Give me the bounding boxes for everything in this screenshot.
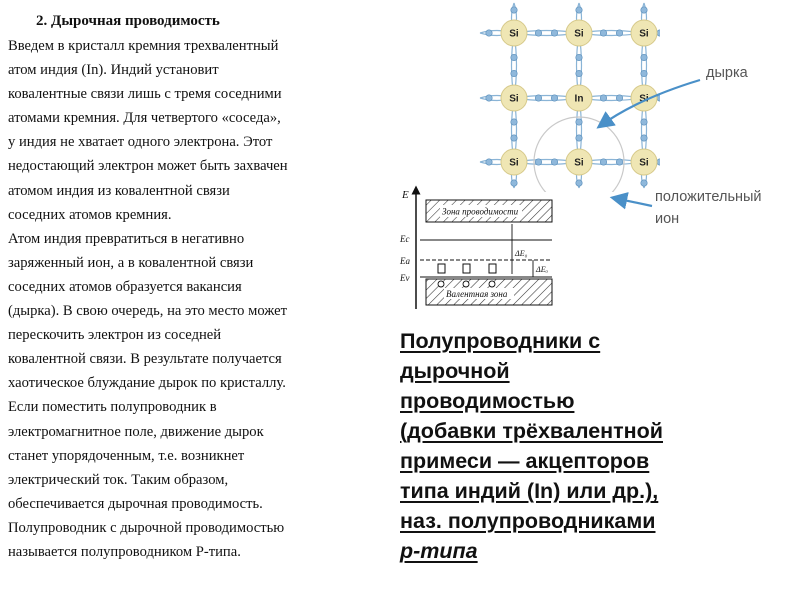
body-line: обеспечивается дырочная проводимость.: [8, 495, 263, 512]
ion-label: [655, 186, 762, 230]
callout-line: (добавки трёхвалентной: [400, 419, 663, 443]
hole-label: дырка: [706, 65, 748, 81]
callout-line: дырочной: [400, 359, 510, 383]
ion-label-line: положительный: [655, 189, 762, 205]
body-line: называется полупроводником Р-типа.: [8, 543, 241, 560]
atom-label: Si: [639, 93, 649, 105]
body-line: ковалентной связи. В результате получается: [8, 351, 282, 368]
hole-pointer-arrow: [600, 80, 700, 126]
callout-line: типа индий (In) или др.),: [400, 479, 659, 503]
atom-label: In: [574, 93, 584, 105]
body-line: хаотическое блуждание дырок по кристаллу.: [8, 375, 286, 392]
body-line: перескочить электрон из соседней: [8, 327, 222, 344]
body-line: атом индия (In). Индий установит: [8, 62, 219, 79]
level-ev-label: Ev: [400, 273, 410, 283]
body-line: атомами кремния. Для четвертого «соседа»,: [8, 110, 281, 127]
level-ec-label: Ec: [400, 234, 410, 244]
atom-label: Si: [574, 157, 584, 169]
atom-label: Si: [509, 93, 519, 105]
p-type-definition: [400, 326, 798, 566]
body-line: соседних атомов образуется вакансия: [8, 278, 242, 295]
acceptor-levels: [438, 264, 496, 273]
energy-axis-label: E: [402, 189, 409, 201]
body-line: ковалентные связи лишь с тремя соседними: [8, 86, 282, 103]
body-line: Атом индия превратиться в негативно: [8, 230, 245, 247]
body-line: (дырка). В свою очередь, на это место может: [8, 303, 288, 320]
body-line: заряженный ион, а в ковалентной связи: [8, 254, 254, 271]
valence-band-label: Валентная зона: [446, 289, 508, 299]
body-line: недостающий электрон может быть захвачен: [8, 158, 288, 175]
ion-label-line: ион: [655, 211, 680, 227]
callout-line: наз. полупроводниками: [400, 509, 656, 533]
atom-label: Si: [509, 28, 519, 40]
callout-line: p-типа: [400, 539, 478, 563]
body-line: Введем в кристалл кремния трехвалентный: [8, 38, 279, 54]
ion-pointer-arrow: [614, 198, 652, 206]
atom-label: Si: [639, 157, 649, 169]
body-line: Полупроводник с дырочной проводимостью: [8, 519, 285, 536]
section-heading: 2. Дырочная проводимость: [36, 13, 220, 29]
body-line: атомом индия из ковалентной связи: [8, 182, 230, 199]
callout-line: Полупроводники с: [400, 329, 601, 353]
atom-label: Si: [639, 28, 649, 40]
body-line: электромагнитное поле, движение дырок: [8, 423, 264, 440]
atom-label: Si: [574, 28, 584, 40]
body-line: у индия не хватает одного электрона. Этот: [8, 134, 273, 151]
callout-line: проводимостью: [400, 389, 575, 413]
callout-line: примеси — акцепторов: [400, 449, 650, 473]
level-ea-label: Ea: [400, 256, 410, 266]
energy-band-diagram: [396, 184, 556, 314]
body-line: соседних атомов кремния.: [8, 206, 172, 223]
body-line: станет упорядоченным, т.е. возникнет: [8, 447, 245, 464]
gap-label: ΔE₀: [515, 249, 528, 258]
body-line: Если поместить полупроводник в: [8, 399, 217, 416]
body-line: электрический ток. Таким образом,: [8, 471, 229, 488]
atom-label: Si: [509, 157, 519, 169]
acceptor-gap-label: ΔEₐ: [536, 265, 548, 274]
conduction-band-label: Зона проводимости: [442, 206, 519, 217]
